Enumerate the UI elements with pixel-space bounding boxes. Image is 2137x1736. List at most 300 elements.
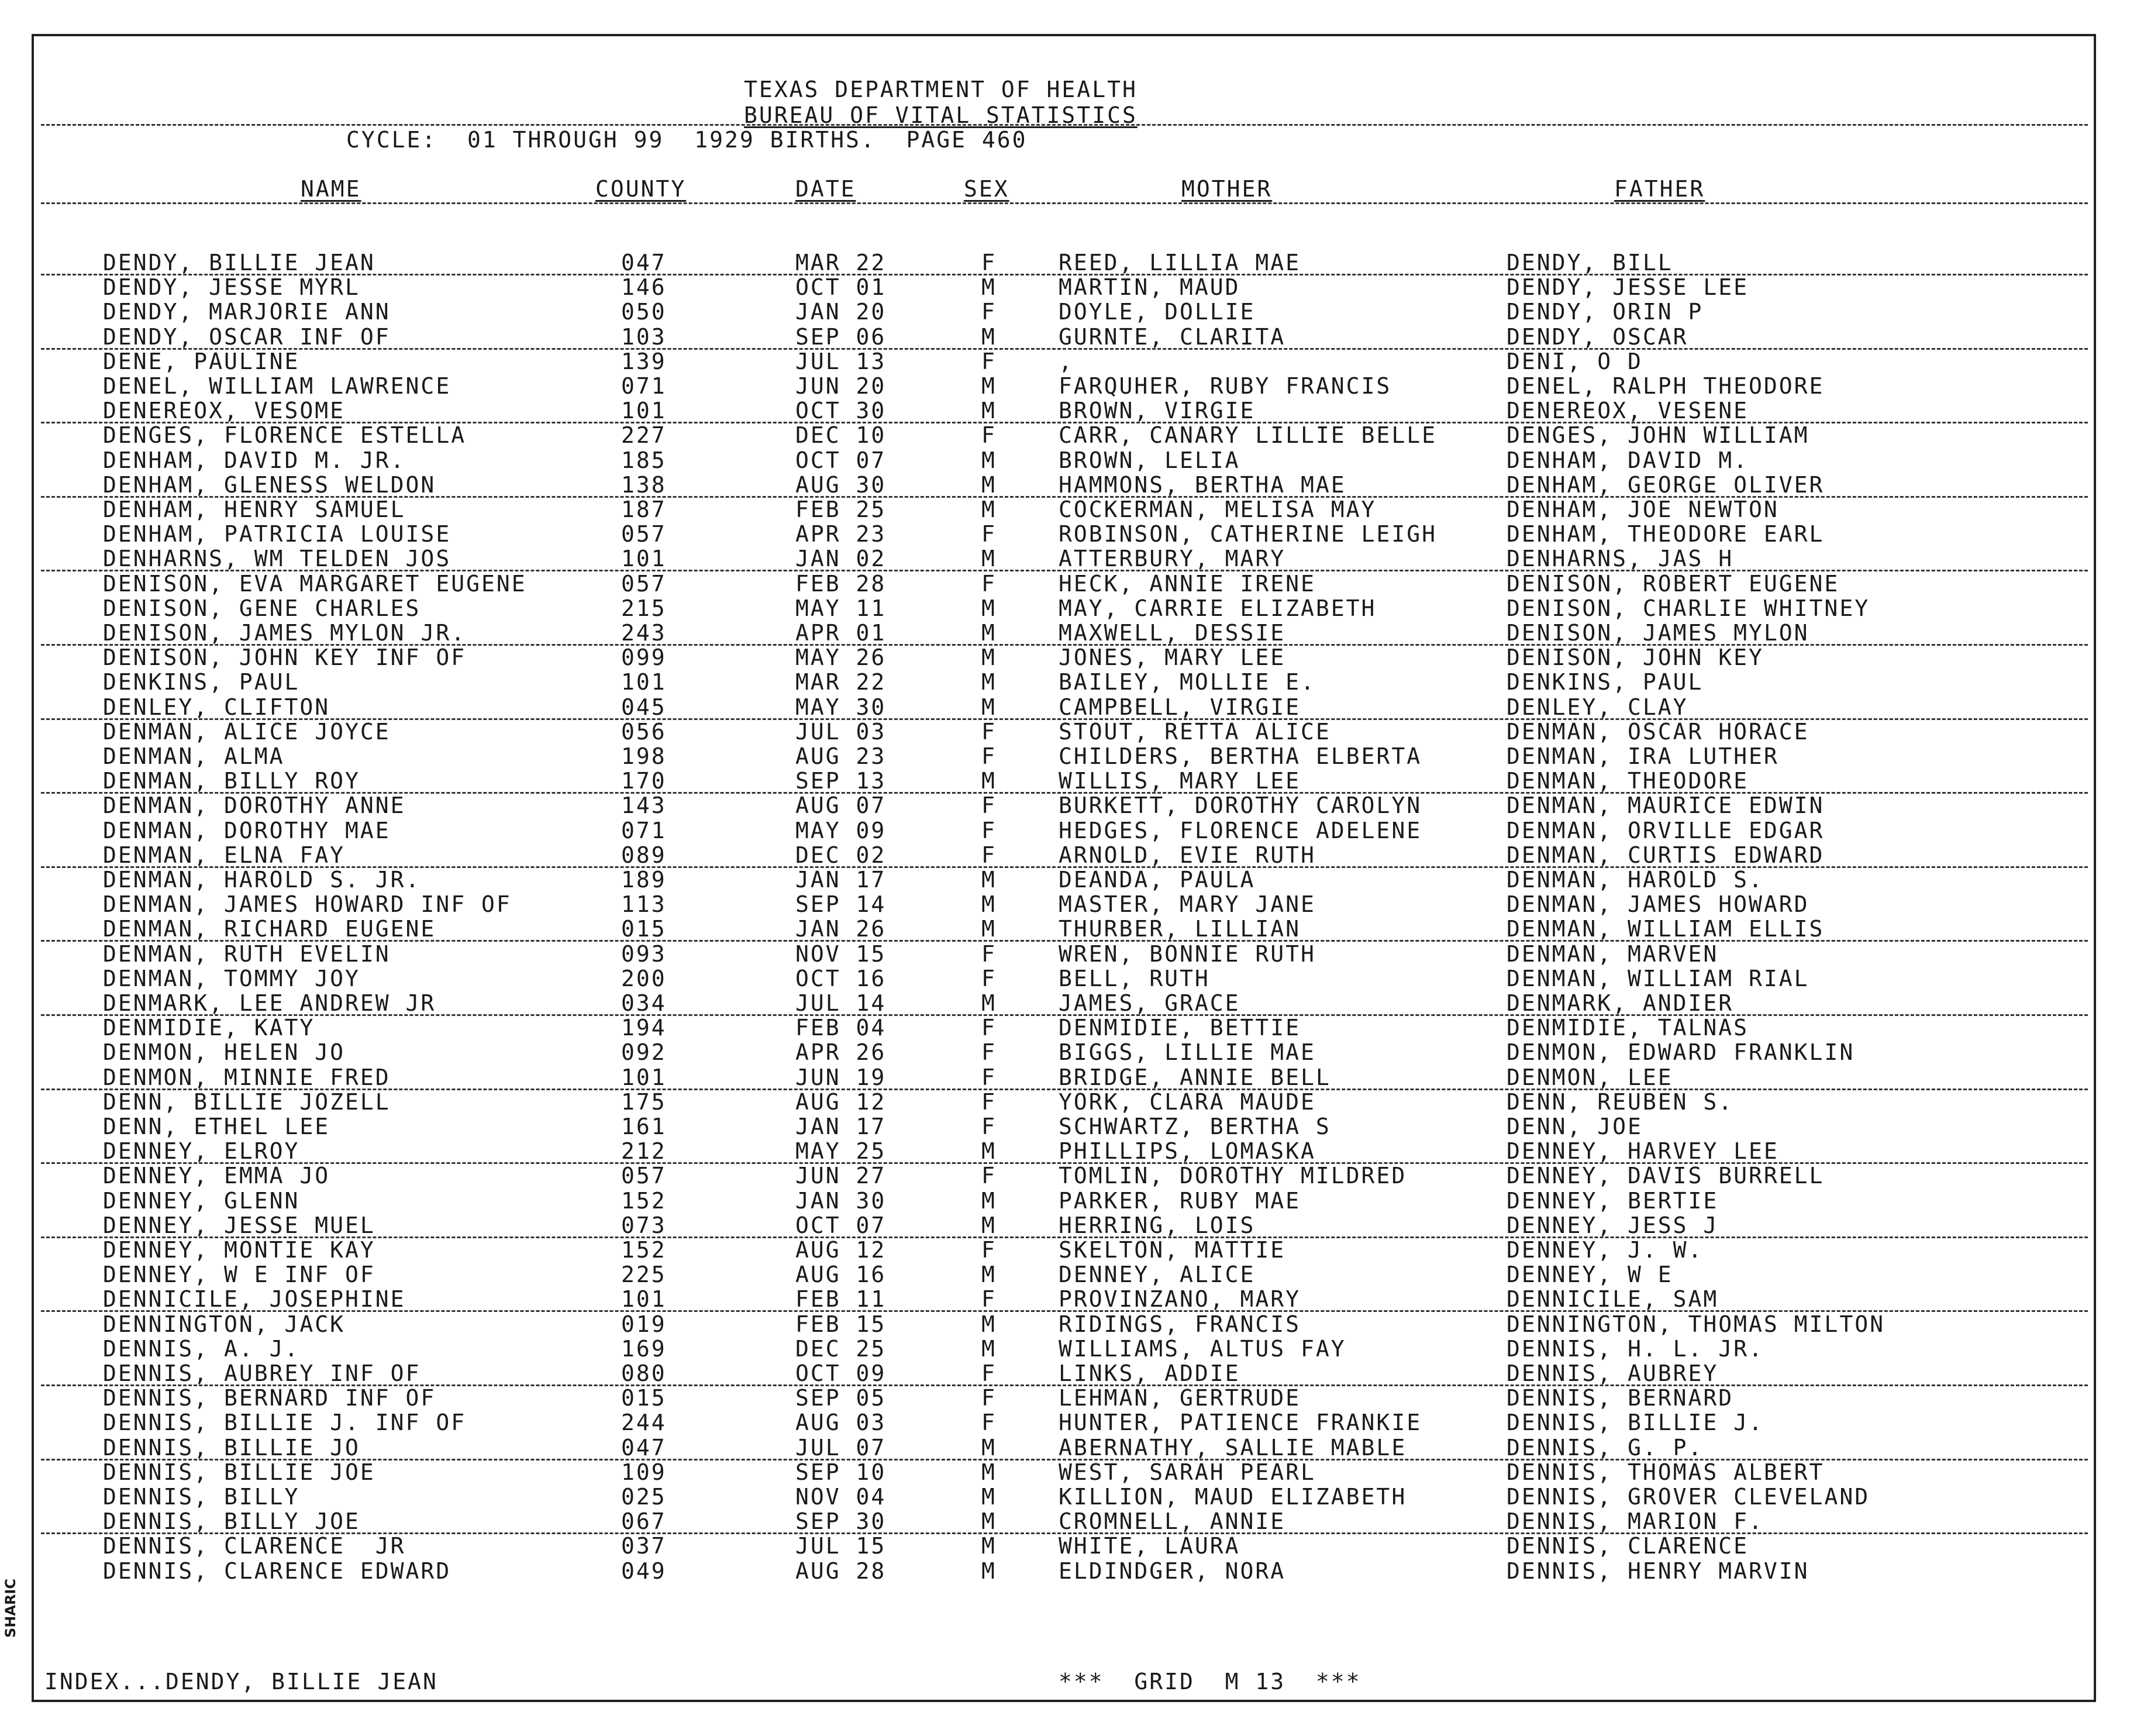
cell-mother: ELDINDGER, NORA	[1059, 1558, 1286, 1584]
cell-sex: M	[981, 1558, 997, 1584]
cell-name: DENEREOX, VESOME	[103, 398, 346, 423]
cell-mother: HUNTER, PATIENCE FRANKIE	[1059, 1410, 1422, 1435]
cell-mother: PHILLIPS, LOMASKA	[1059, 1138, 1316, 1164]
cell-date: MAY 26	[795, 645, 887, 670]
cell-name: DENNEY, EMMA JO	[103, 1163, 330, 1189]
cell-name: DENN, ETHEL LEE	[103, 1114, 330, 1139]
cell-mother: COCKERMAN, MELISA MAY	[1059, 497, 1377, 522]
cell-name: DENNEY, MONTIE KAY	[103, 1237, 375, 1263]
cell-name: DENMAN, HAROLD S. JR.	[103, 867, 421, 893]
cell-county: 170	[621, 768, 667, 794]
cell-county: 225	[621, 1262, 667, 1287]
cell-mother: ABERNATHY, SALLIE MABLE	[1059, 1435, 1407, 1461]
cell-date: SEP 30	[795, 1508, 887, 1534]
cell-county: 143	[621, 793, 667, 818]
cell-county: 139	[621, 349, 667, 374]
cell-father: DENDY, JESSE LEE	[1507, 274, 1749, 300]
cell-name: DENDY, OSCAR INF OF	[103, 324, 391, 350]
cell-father: DENHAM, THEODORE EARL	[1507, 521, 1825, 547]
cell-name: DENMON, HELEN JO	[103, 1039, 346, 1065]
cell-mother: CAMPBELL, VIRGIE	[1059, 694, 1301, 720]
cell-county: 101	[621, 398, 667, 423]
cell-mother: BROWN, VIRGIE	[1059, 398, 1256, 423]
cell-mother: DEANDA, PAULA	[1059, 867, 1256, 893]
cell-name: DENN, BILLIE JOZELL	[103, 1089, 391, 1115]
cell-father: DENNEY, J. W.	[1507, 1237, 1704, 1263]
cell-sex: M	[981, 373, 997, 399]
cell-sex: F	[981, 1385, 997, 1411]
cell-county: 244	[621, 1410, 667, 1435]
cell-name: DENNIS, BILLY JOE	[103, 1508, 360, 1534]
cell-sex: F	[981, 521, 997, 547]
cell-mother: GURNTE, CLARITA	[1059, 324, 1286, 350]
cell-county: 101	[621, 1065, 667, 1090]
cell-name: DENMAN, ALICE JOYCE	[103, 719, 391, 745]
cell-mother: FARQUHER, RUBY FRANCIS	[1059, 373, 1392, 399]
cell-father: DENMARK, ANDIER	[1507, 990, 1734, 1016]
cell-father: DENISON, JOHN KEY	[1507, 645, 1764, 670]
cell-sex: F	[981, 1286, 997, 1312]
cell-name: DENNEY, JESSE MUEL	[103, 1213, 375, 1238]
cell-mother: WEST, SARAH PEARL	[1059, 1459, 1316, 1485]
column-header-sex: SEX	[964, 176, 1009, 202]
cell-date: DEC 02	[795, 842, 887, 868]
cell-father: DENHARNS, JAS H	[1507, 546, 1734, 571]
cell-father: DENNIS, BERNARD	[1507, 1385, 1734, 1411]
cell-mother: WILLIAMS, ALTUS FAY	[1059, 1336, 1346, 1362]
cell-father: DENMAN, ORVILLE EDGAR	[1507, 818, 1825, 843]
column-header-name: NAME	[301, 176, 361, 202]
cell-sex: M	[981, 645, 997, 670]
cell-sex: F	[981, 1163, 997, 1189]
cell-father: DENNEY, HARVEY LEE	[1507, 1138, 1779, 1164]
cell-county: 019	[621, 1311, 667, 1337]
cell-name: DENMAN, ALMA	[103, 743, 285, 769]
cell-father: DENMAN, WILLIAM ELLIS	[1507, 916, 1825, 942]
cell-name: DENMAN, RUTH EVELIN	[103, 941, 391, 967]
cell-date: OCT 01	[795, 274, 887, 300]
cell-county: 169	[621, 1336, 667, 1362]
cell-date: APR 23	[795, 521, 887, 547]
cell-name: DENHAM, GLENESS WELDON	[103, 472, 436, 498]
cell-mother: MAXWELL, DESSIE	[1059, 620, 1286, 646]
cell-sex: F	[981, 571, 997, 597]
cell-date: OCT 16	[795, 966, 887, 991]
cell-sex: F	[981, 1410, 997, 1435]
cell-sex: F	[981, 1065, 997, 1090]
cell-mother: LINKS, ADDIE	[1059, 1360, 1240, 1386]
cell-county: 089	[621, 842, 667, 868]
cell-county: 101	[621, 669, 667, 695]
cell-name: DENNINGTON, JACK	[103, 1311, 346, 1337]
cell-mother: ,	[1059, 349, 1074, 374]
cell-mother: BROWN, LELIA	[1059, 447, 1240, 473]
cell-father: DENDY, ORIN P	[1507, 299, 1704, 325]
cell-date: MAY 09	[795, 818, 887, 843]
cell-county: 037	[621, 1533, 667, 1559]
cell-county: 138	[621, 472, 667, 498]
cell-date: JUN 20	[795, 373, 887, 399]
cell-date: SEP 05	[795, 1385, 887, 1411]
cell-name: DENNIS, BERNARD INF OF	[103, 1385, 436, 1411]
cell-county: 015	[621, 1385, 667, 1411]
cell-father: DENNIS, BILLIE J.	[1507, 1410, 1764, 1435]
cell-name: DENEL, WILLIAM LAWRENCE	[103, 373, 451, 399]
cell-name: DENISON, GENE CHARLES	[103, 595, 421, 621]
cell-date: OCT 07	[795, 447, 887, 473]
cell-date: APR 26	[795, 1039, 887, 1065]
cell-sex: M	[981, 1435, 997, 1461]
cell-date: JUL 13	[795, 349, 887, 374]
cell-county: 025	[621, 1484, 667, 1510]
cell-sex: M	[981, 398, 997, 423]
cell-county: 015	[621, 916, 667, 942]
cell-sex: F	[981, 1360, 997, 1386]
cell-father: DENMAN, OSCAR HORACE	[1507, 719, 1809, 745]
cell-sex: M	[981, 595, 997, 621]
cell-father: DENMAN, WILLIAM RIAL	[1507, 966, 1809, 991]
cell-date: JUL 07	[795, 1435, 887, 1461]
cell-date: SEP 10	[795, 1459, 887, 1485]
cell-date: NOV 15	[795, 941, 887, 967]
cell-date: AUG 12	[795, 1089, 887, 1115]
cell-name: DENDY, MARJORIE ANN	[103, 299, 391, 325]
cell-father: DENNIS, H. L. JR.	[1507, 1336, 1764, 1362]
header-line-2: BUREAU OF VITAL STATISTICS	[744, 102, 1138, 128]
cell-father: DENDY, BILL	[1507, 250, 1673, 275]
cell-name: DENHAM, PATRICIA LOUISE	[103, 521, 451, 547]
cell-father: DENNEY, JESS J	[1507, 1213, 1719, 1238]
cell-name: DENDY, JESSE MYRL	[103, 274, 360, 300]
cell-sex: M	[981, 1484, 997, 1510]
cell-sex: F	[981, 743, 997, 769]
cell-sex: M	[981, 891, 997, 917]
cell-mother: ROBINSON, CATHERINE LEIGH	[1059, 521, 1437, 547]
cell-county: 071	[621, 373, 667, 399]
cell-sex: M	[981, 472, 997, 498]
cell-county: 185	[621, 447, 667, 473]
cell-father: DENNIS, CLARENCE	[1507, 1533, 1749, 1559]
cell-sex: M	[981, 1188, 997, 1214]
cell-county: 152	[621, 1237, 667, 1263]
cell-sex: F	[981, 1114, 997, 1139]
cell-mother: MARTIN, MAUD	[1059, 274, 1240, 300]
cell-date: DEC 25	[795, 1336, 887, 1362]
cell-sex: F	[981, 1089, 997, 1115]
cell-father: DENMAN, THEODORE	[1507, 768, 1749, 794]
cell-date: JAN 17	[795, 1114, 887, 1139]
cell-father: DENDY, OSCAR	[1507, 324, 1688, 350]
cell-county: 045	[621, 694, 667, 720]
cell-father: DENNIS, G. P.	[1507, 1435, 1704, 1461]
cell-mother: CARR, CANARY LILLIE BELLE	[1059, 422, 1437, 448]
cell-county: 175	[621, 1089, 667, 1115]
footer-index: INDEX...DENDY, BILLIE JEAN	[44, 1669, 438, 1694]
cell-father: DENNIS, GROVER CLEVELAND	[1507, 1484, 1870, 1510]
cell-name: DENDY, BILLIE JEAN	[103, 250, 375, 275]
cell-father: DENHAM, JOE NEWTON	[1507, 497, 1779, 522]
cell-sex: M	[981, 1459, 997, 1485]
cell-sex: M	[981, 1213, 997, 1238]
cell-mother: HAMMONS, BERTHA MAE	[1059, 472, 1346, 498]
cell-county: 243	[621, 620, 667, 646]
cell-county: 067	[621, 1508, 667, 1534]
cell-father: DENMAN, CURTIS EDWARD	[1507, 842, 1825, 868]
cell-sex: F	[981, 1015, 997, 1041]
side-label: SHARIC	[2, 1579, 19, 1638]
cell-sex: M	[981, 447, 997, 473]
cell-date: AUG 03	[795, 1410, 887, 1435]
cell-sex: M	[981, 1533, 997, 1559]
cell-mother: LEHMAN, GERTRUDE	[1059, 1385, 1301, 1411]
cell-father: DENNIS, THOMAS ALBERT	[1507, 1459, 1825, 1485]
cell-name: DENMON, MINNIE FRED	[103, 1065, 391, 1090]
cell-date: OCT 30	[795, 398, 887, 423]
cell-mother: CHILDERS, BERTHA ELBERTA	[1059, 743, 1422, 769]
cell-sex: F	[981, 793, 997, 818]
cell-date: JAN 26	[795, 916, 887, 942]
cell-name: DENNIS, BILLIE J. INF OF	[103, 1410, 467, 1435]
cell-name: DENISON, EVA MARGARET EUGENE	[103, 571, 527, 597]
cell-date: MAY 30	[795, 694, 887, 720]
cell-mother: KILLION, MAUD ELIZABETH	[1059, 1484, 1407, 1510]
cell-date: SEP 13	[795, 768, 887, 794]
cell-name: DENNIS, AUBREY INF OF	[103, 1360, 421, 1386]
cell-mother: MAY, CARRIE ELIZABETH	[1059, 595, 1377, 621]
cell-sex: M	[981, 1138, 997, 1164]
cell-date: MAY 11	[795, 595, 887, 621]
cell-date: JAN 20	[795, 299, 887, 325]
cell-sex: M	[981, 1336, 997, 1362]
cell-county: 050	[621, 299, 667, 325]
cell-county: 212	[621, 1138, 667, 1164]
cell-date: JUL 03	[795, 719, 887, 745]
cell-county: 047	[621, 250, 667, 275]
cell-father: DENMAN, MARVEN	[1507, 941, 1719, 967]
cell-county: 146	[621, 274, 667, 300]
cell-name: DENNEY, W E INF OF	[103, 1262, 375, 1287]
cell-father: DENKINS, PAUL	[1507, 669, 1704, 695]
cell-name: DENGES, FLORENCE ESTELLA	[103, 422, 467, 448]
cell-sex: F	[981, 250, 997, 275]
cell-name: DENMARK, LEE ANDREW JR	[103, 990, 436, 1016]
cell-sex: M	[981, 274, 997, 300]
cell-name: DENHAM, DAVID M. JR.	[103, 447, 406, 473]
cell-name: DENNIS, CLARENCE JR	[103, 1533, 406, 1559]
cell-mother: HECK, ANNIE IRENE	[1059, 571, 1316, 597]
cell-date: OCT 09	[795, 1360, 887, 1386]
cell-sex: M	[981, 768, 997, 794]
cell-mother: REED, LILLIA MAE	[1059, 250, 1301, 275]
cell-father: DENNINGTON, THOMAS MILTON	[1507, 1311, 1885, 1337]
cell-date: MAY 25	[795, 1138, 887, 1164]
cell-name: DENNIS, BILLIE JOE	[103, 1459, 375, 1485]
cell-father: DENNIS, HENRY MARVIN	[1507, 1558, 1809, 1584]
rule-header	[41, 202, 2088, 204]
cell-name: DENHARNS, WM TELDEN JOS	[103, 546, 451, 571]
cell-sex: M	[981, 990, 997, 1016]
cell-name: DENNIS, CLARENCE EDWARD	[103, 1558, 451, 1584]
cell-mother: BRIDGE, ANNIE BELL	[1059, 1065, 1331, 1090]
cell-county: 057	[621, 521, 667, 547]
cell-father: DENHAM, GEORGE OLIVER	[1507, 472, 1825, 498]
cell-father: DENNEY, BERTIE	[1507, 1188, 1719, 1214]
cell-father: DENNEY, DAVIS BURRELL	[1507, 1163, 1825, 1189]
cell-father: DENEREOX, VESENE	[1507, 398, 1749, 423]
cell-mother: RIDINGS, FRANCIS	[1059, 1311, 1301, 1337]
cell-sex: F	[981, 422, 997, 448]
cell-sex: M	[981, 916, 997, 942]
cell-sex: M	[981, 546, 997, 571]
cell-date: JAN 17	[795, 867, 887, 893]
column-header-county: COUNTY	[595, 176, 687, 202]
cell-sex: F	[981, 299, 997, 325]
cell-county: 101	[621, 1286, 667, 1312]
cell-sex: M	[981, 669, 997, 695]
cell-date: AUG 12	[795, 1237, 887, 1263]
cell-county: 189	[621, 867, 667, 893]
cell-mother: CROMNELL, ANNIE	[1059, 1508, 1286, 1534]
cell-county: 093	[621, 941, 667, 967]
cell-date: FEB 04	[795, 1015, 887, 1041]
cell-father: DENMON, EDWARD FRANKLIN	[1507, 1039, 1855, 1065]
cell-date: FEB 28	[795, 571, 887, 597]
cell-mother: PROVINZANO, MARY	[1059, 1286, 1301, 1312]
cell-county: 056	[621, 719, 667, 745]
cell-name: DENNIS, BILLIE JO	[103, 1435, 360, 1461]
cell-sex: M	[981, 620, 997, 646]
cell-mother: DENMIDIE, BETTIE	[1059, 1015, 1301, 1041]
cell-sex: M	[981, 1508, 997, 1534]
cell-name: DENMAN, TOMMY JOY	[103, 966, 360, 991]
cell-mother: THURBER, LILLIAN	[1059, 916, 1301, 942]
cell-sex: F	[981, 966, 997, 991]
cell-name: DENLEY, CLIFTON	[103, 694, 330, 720]
cell-sex: F	[981, 719, 997, 745]
cell-father: DENMON, LEE	[1507, 1065, 1673, 1090]
cell-county: 049	[621, 1558, 667, 1584]
cell-name: DENNICILE, JOSEPHINE	[103, 1286, 406, 1312]
cell-county: 215	[621, 595, 667, 621]
cell-county: 101	[621, 546, 667, 571]
cell-date: NOV 04	[795, 1484, 887, 1510]
cell-mother: DOYLE, DOLLIE	[1059, 299, 1256, 325]
cell-sex: F	[981, 842, 997, 868]
cell-date: SEP 06	[795, 324, 887, 350]
cell-father: DENEL, RALPH THEODORE	[1507, 373, 1825, 399]
cell-father: DENISON, ROBERT EUGENE	[1507, 571, 1840, 597]
cell-date: AUG 28	[795, 1558, 887, 1584]
cell-sex: M	[981, 497, 997, 522]
cell-date: APR 01	[795, 620, 887, 646]
cell-county: 092	[621, 1039, 667, 1065]
cell-date: AUG 07	[795, 793, 887, 818]
cell-father: DENI, O D	[1507, 349, 1643, 374]
cell-sex: M	[981, 324, 997, 350]
cell-name: DENE, PAULINE	[103, 349, 300, 374]
column-header-mother: MOTHER	[1181, 176, 1273, 202]
cell-name: DENMAN, DOROTHY MAE	[103, 818, 391, 843]
cell-sex: F	[981, 1237, 997, 1263]
cell-name: DENMAN, BILLY ROY	[103, 768, 360, 794]
cell-mother: ATTERBURY, MARY	[1059, 546, 1286, 571]
cell-father: DENN, JOE	[1507, 1114, 1643, 1139]
cell-name: DENNEY, ELROY	[103, 1138, 300, 1164]
cell-mother: ARNOLD, EVIE RUTH	[1059, 842, 1316, 868]
cell-sex: M	[981, 694, 997, 720]
cell-father: DENGES, JOHN WILLIAM	[1507, 422, 1809, 448]
cell-mother: TOMLIN, DOROTHY MILDRED	[1059, 1163, 1407, 1189]
cell-date: FEB 15	[795, 1311, 887, 1337]
cell-county: 198	[621, 743, 667, 769]
cell-mother: SKELTON, MATTIE	[1059, 1237, 1286, 1263]
cell-date: JAN 02	[795, 546, 887, 571]
cell-name: DENKINS, PAUL	[103, 669, 300, 695]
cell-date: AUG 30	[795, 472, 887, 498]
cell-mother: BAILEY, MOLLIE E.	[1059, 669, 1316, 695]
cell-date: MAR 22	[795, 669, 887, 695]
column-header-father: FATHER	[1614, 176, 1705, 202]
cell-county: 200	[621, 966, 667, 991]
cell-father: DENMAN, HAROLD S.	[1507, 867, 1764, 893]
cell-name: DENHAM, HENRY SAMUEL	[103, 497, 406, 522]
cell-sex: F	[981, 1039, 997, 1065]
cell-father: DENMAN, JAMES HOWARD	[1507, 891, 1809, 917]
cell-name: DENMIDIE, KATY	[103, 1015, 315, 1041]
cycle-line: CYCLE: 01 THROUGH 99 1929 BIRTHS. PAGE 460	[346, 127, 1028, 153]
cell-date: JAN 30	[795, 1188, 887, 1214]
cell-mother: HEDGES, FLORENCE ADELENE	[1059, 818, 1422, 843]
cell-county: 161	[621, 1114, 667, 1139]
cell-sex: M	[981, 867, 997, 893]
cell-mother: WILLIS, MARY LEE	[1059, 768, 1301, 794]
header-line-1: TEXAS DEPARTMENT OF HEALTH	[744, 77, 1138, 102]
cell-father: DENNIS, MARION F.	[1507, 1508, 1764, 1534]
cell-mother: SCHWARTZ, BERTHA S	[1059, 1114, 1331, 1139]
cell-father: DENMAN, MAURICE EDWIN	[1507, 793, 1825, 818]
cell-mother: JONES, MARY LEE	[1059, 645, 1286, 670]
cell-father: DENNEY, W E	[1507, 1262, 1673, 1287]
cell-sex: F	[981, 349, 997, 374]
cell-name: DENISON, JAMES MYLON JR.	[103, 620, 467, 646]
cell-sex: F	[981, 941, 997, 967]
cell-sex: F	[981, 818, 997, 843]
cell-name: DENISON, JOHN KEY INF OF	[103, 645, 467, 670]
cell-father: DENISON, JAMES MYLON	[1507, 620, 1809, 646]
cell-mother: WHITE, LAURA	[1059, 1533, 1240, 1559]
cell-mother: MASTER, MARY JANE	[1059, 891, 1316, 917]
cell-mother: YORK, CLARA MAUDE	[1059, 1089, 1316, 1115]
cell-county: 057	[621, 571, 667, 597]
cell-father: DENHAM, DAVID M.	[1507, 447, 1749, 473]
cell-county: 103	[621, 324, 667, 350]
cell-name: DENNIS, A. J.	[103, 1336, 300, 1362]
cell-mother: BURKETT, DOROTHY CAROLYN	[1059, 793, 1422, 818]
cell-date: JUN 19	[795, 1065, 887, 1090]
cell-name: DENNIS, BILLY	[103, 1484, 300, 1510]
cell-date: DEC 10	[795, 422, 887, 448]
cell-name: DENNEY, GLENN	[103, 1188, 300, 1214]
cell-name: DENMAN, ELNA FAY	[103, 842, 346, 868]
cell-date: JUL 14	[795, 990, 887, 1016]
cell-father: DENMAN, IRA LUTHER	[1507, 743, 1779, 769]
rule-top	[41, 124, 2088, 126]
cell-county: 194	[621, 1015, 667, 1041]
cell-mother: BELL, RUTH	[1059, 966, 1210, 991]
cell-name: DENMAN, DOROTHY ANNE	[103, 793, 406, 818]
cell-county: 071	[621, 818, 667, 843]
cell-name: DENMAN, RICHARD EUGENE	[103, 916, 436, 942]
